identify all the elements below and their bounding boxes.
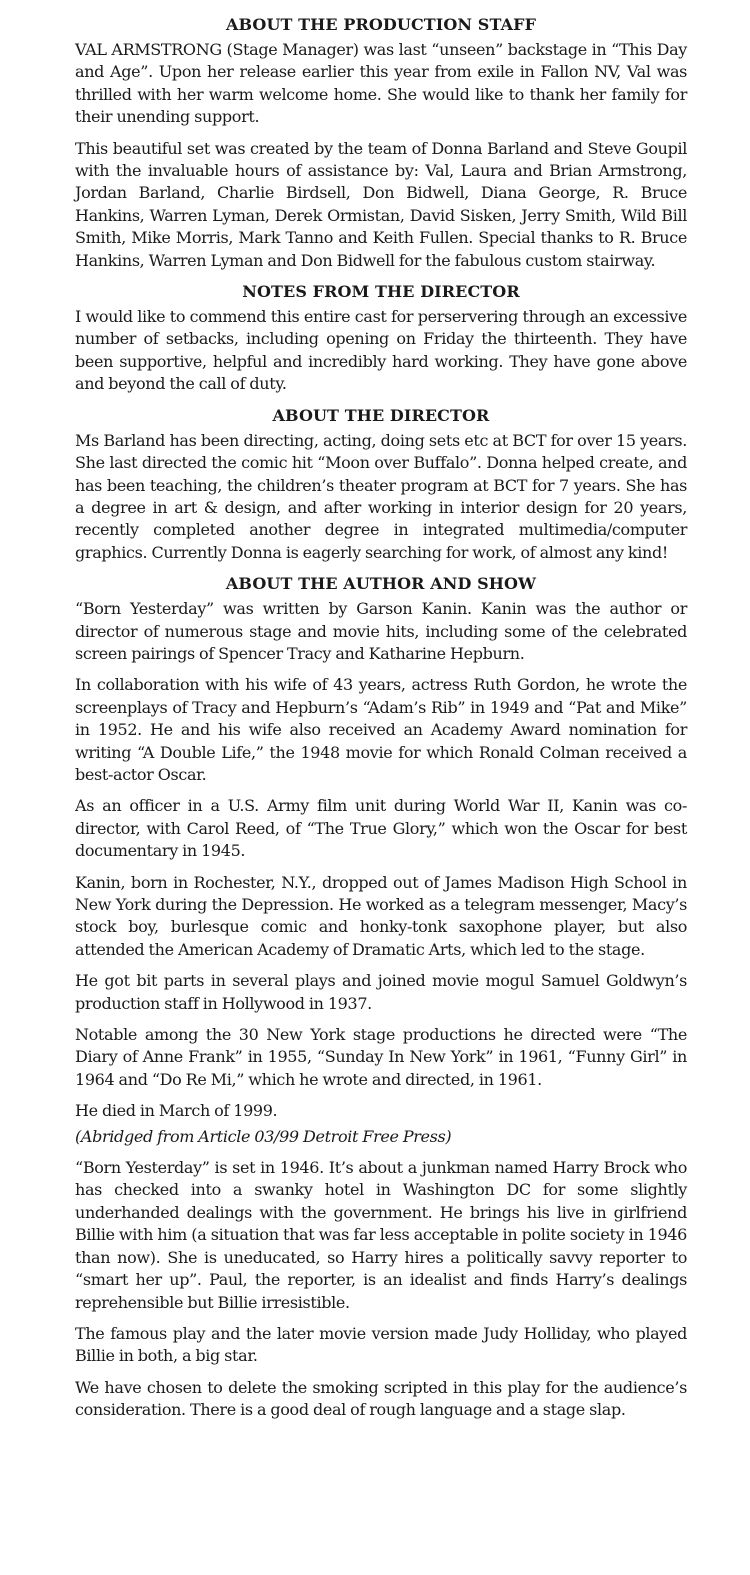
program-page [75,14,687,1431]
section-director-notes [75,281,687,396]
paragraph-judy-holliday: The famous play and the later movie version made Judy Holliday, who played Billie in both, a big star. [75,1323,687,1366]
paragraph-director-notes: I would like to commend this entire cast for perservering through an excessive number of setbacks, including opening on Friday the thirteenth. They have been supportive, helpful and incredibly hard working. They have gone above and beyond the call of duty. [75,307,687,394]
paragraph-early-life: Kanin, born in Rochester, N.Y., dropped out of James Madison High School in New York during the Depression. He worked as a telegram messenger, Macy’s stock boy, burlesque comic and honky-tonk saxophone player, but also attended the American Academy of Dramatic Arts, which led to the stage. [75,872,687,959]
section-author-show [75,573,687,1421]
paragraph-stage-productions: Notable among the 30 New York stage productions he directed were “The Diary of Anne Frank” in 1955, “Sunday In New York” in 1961, “Funny Girl” in 1964 and “Do Re Mi,” which he wrote and directed, in 1961. [75,1025,687,1089]
heading-production-staff: ABOUT THE PRODUCTION STAFF [225,15,537,34]
paragraph-bit-parts: He got bit parts in several plays and joined movie mogul Samuel Goldwyn’s production staff in Hollywood in 1937. [75,971,687,1013]
paragraph-source-credit: (Abridged from Article 03/99 Detroit Free Press) [75,1126,452,1146]
paragraph-death: He died in March of 1999. [75,1101,278,1121]
paragraph-author-intro: “Born Yesterday” was written by Garson Kanin. Kanin was the author or director of numerous stage and movie hits, including some of the celebrated screen pairings of Spencer Tracy and Katharine Hepburn. [75,599,687,663]
heading-director-notes: NOTES FROM THE DIRECTOR [242,282,520,302]
paragraph-collaboration: In collaboration with his wife of 43 years, actress Ruth Gordon, he wrote the screenplays of Tracy and Hepburn’s “Adam’s Rib” in 1949 and “Pat and Mike” in 1952. He and his wife also received an Academy Award nomination for writing “A Double Life,” the 1948 movie for which Ronald Colman received a best-actor Oscar. [75,675,687,784]
heading-about-director: ABOUT THE DIRECTOR [272,405,490,425]
heading-author-show: ABOUT THE AUTHOR AND SHOW [225,574,537,594]
section-about-director [75,405,687,564]
paragraph-set-credits: This beautiful set was created by the team of Donna Barland and Steve Goupil with the invaluable hours of assistance by: Val, Laura and Brian Armstrong, Jordan Barland, Charlie Birdsell, Don Bidwell, Diana George, R. Bruce Hankins, Warren Lyman, Derek Ormistan, David Sisken, Jerry Smith, Wild Bill Smith, Mike Morris, Mark Tanno and Keith Fullen. Special thanks to R. Bruce Hankins, Warren Lyman and Don Bidwell for the fabulous custom stairway. [75,138,687,270]
paragraph-army-officer: As an officer in a U.S. Army film unit during World War II, Kanin was co-director, with Carol Reed, of “The True Glory,” which won the Oscar for best documentary in 1945. [75,796,687,861]
section-production-staff [75,14,687,272]
paragraph-stage-manager: VAL ARMSTRONG (Stage Manager) was last “unseen” backstage in “This Day and Age”. Upon her release earlier this year from exile in Fallon NV, Val was thrilled with her warm welcome home. She would like to thank her family for their unending support. [75,40,687,127]
paragraph-about-director: Ms Barland has been directing, acting, doing sets etc at BCT for over 15 years. She last directed the comic hit “Moon over Buffalo”. Donna helped create, and has been teaching, the children’s theater program at BCT for 7 years. She has a degree in art & design, and after working in interior design for 20 years, recently completed another degree in integrated multimedia/computer graphics. Currently Donna is eagerly searching for work, of almost any kind! [75,430,687,562]
paragraph-content-advisory: We have chosen to delete the smoking scripted in this play for the audience’s consideration. There is a good deal of rough language and a stage slap. [75,1377,687,1420]
paragraph-plot-summary: “Born Yesterday” is set in 1946. It’s about a junkman named Harry Brock who has checked into a swanky hotel in Washington DC for some slightly underhanded dealings with the government. He brings his live in girlfriend Billie with him (a situation that was far less acceptable in polite society in 1946 than now). She is uneducated, so Harry hires a politically savvy reporter to “smart her up”. Paul, the reporter, is an idealist and finds Harry’s dealings reprehensible but Billie irresistible. [75,1158,687,1312]
